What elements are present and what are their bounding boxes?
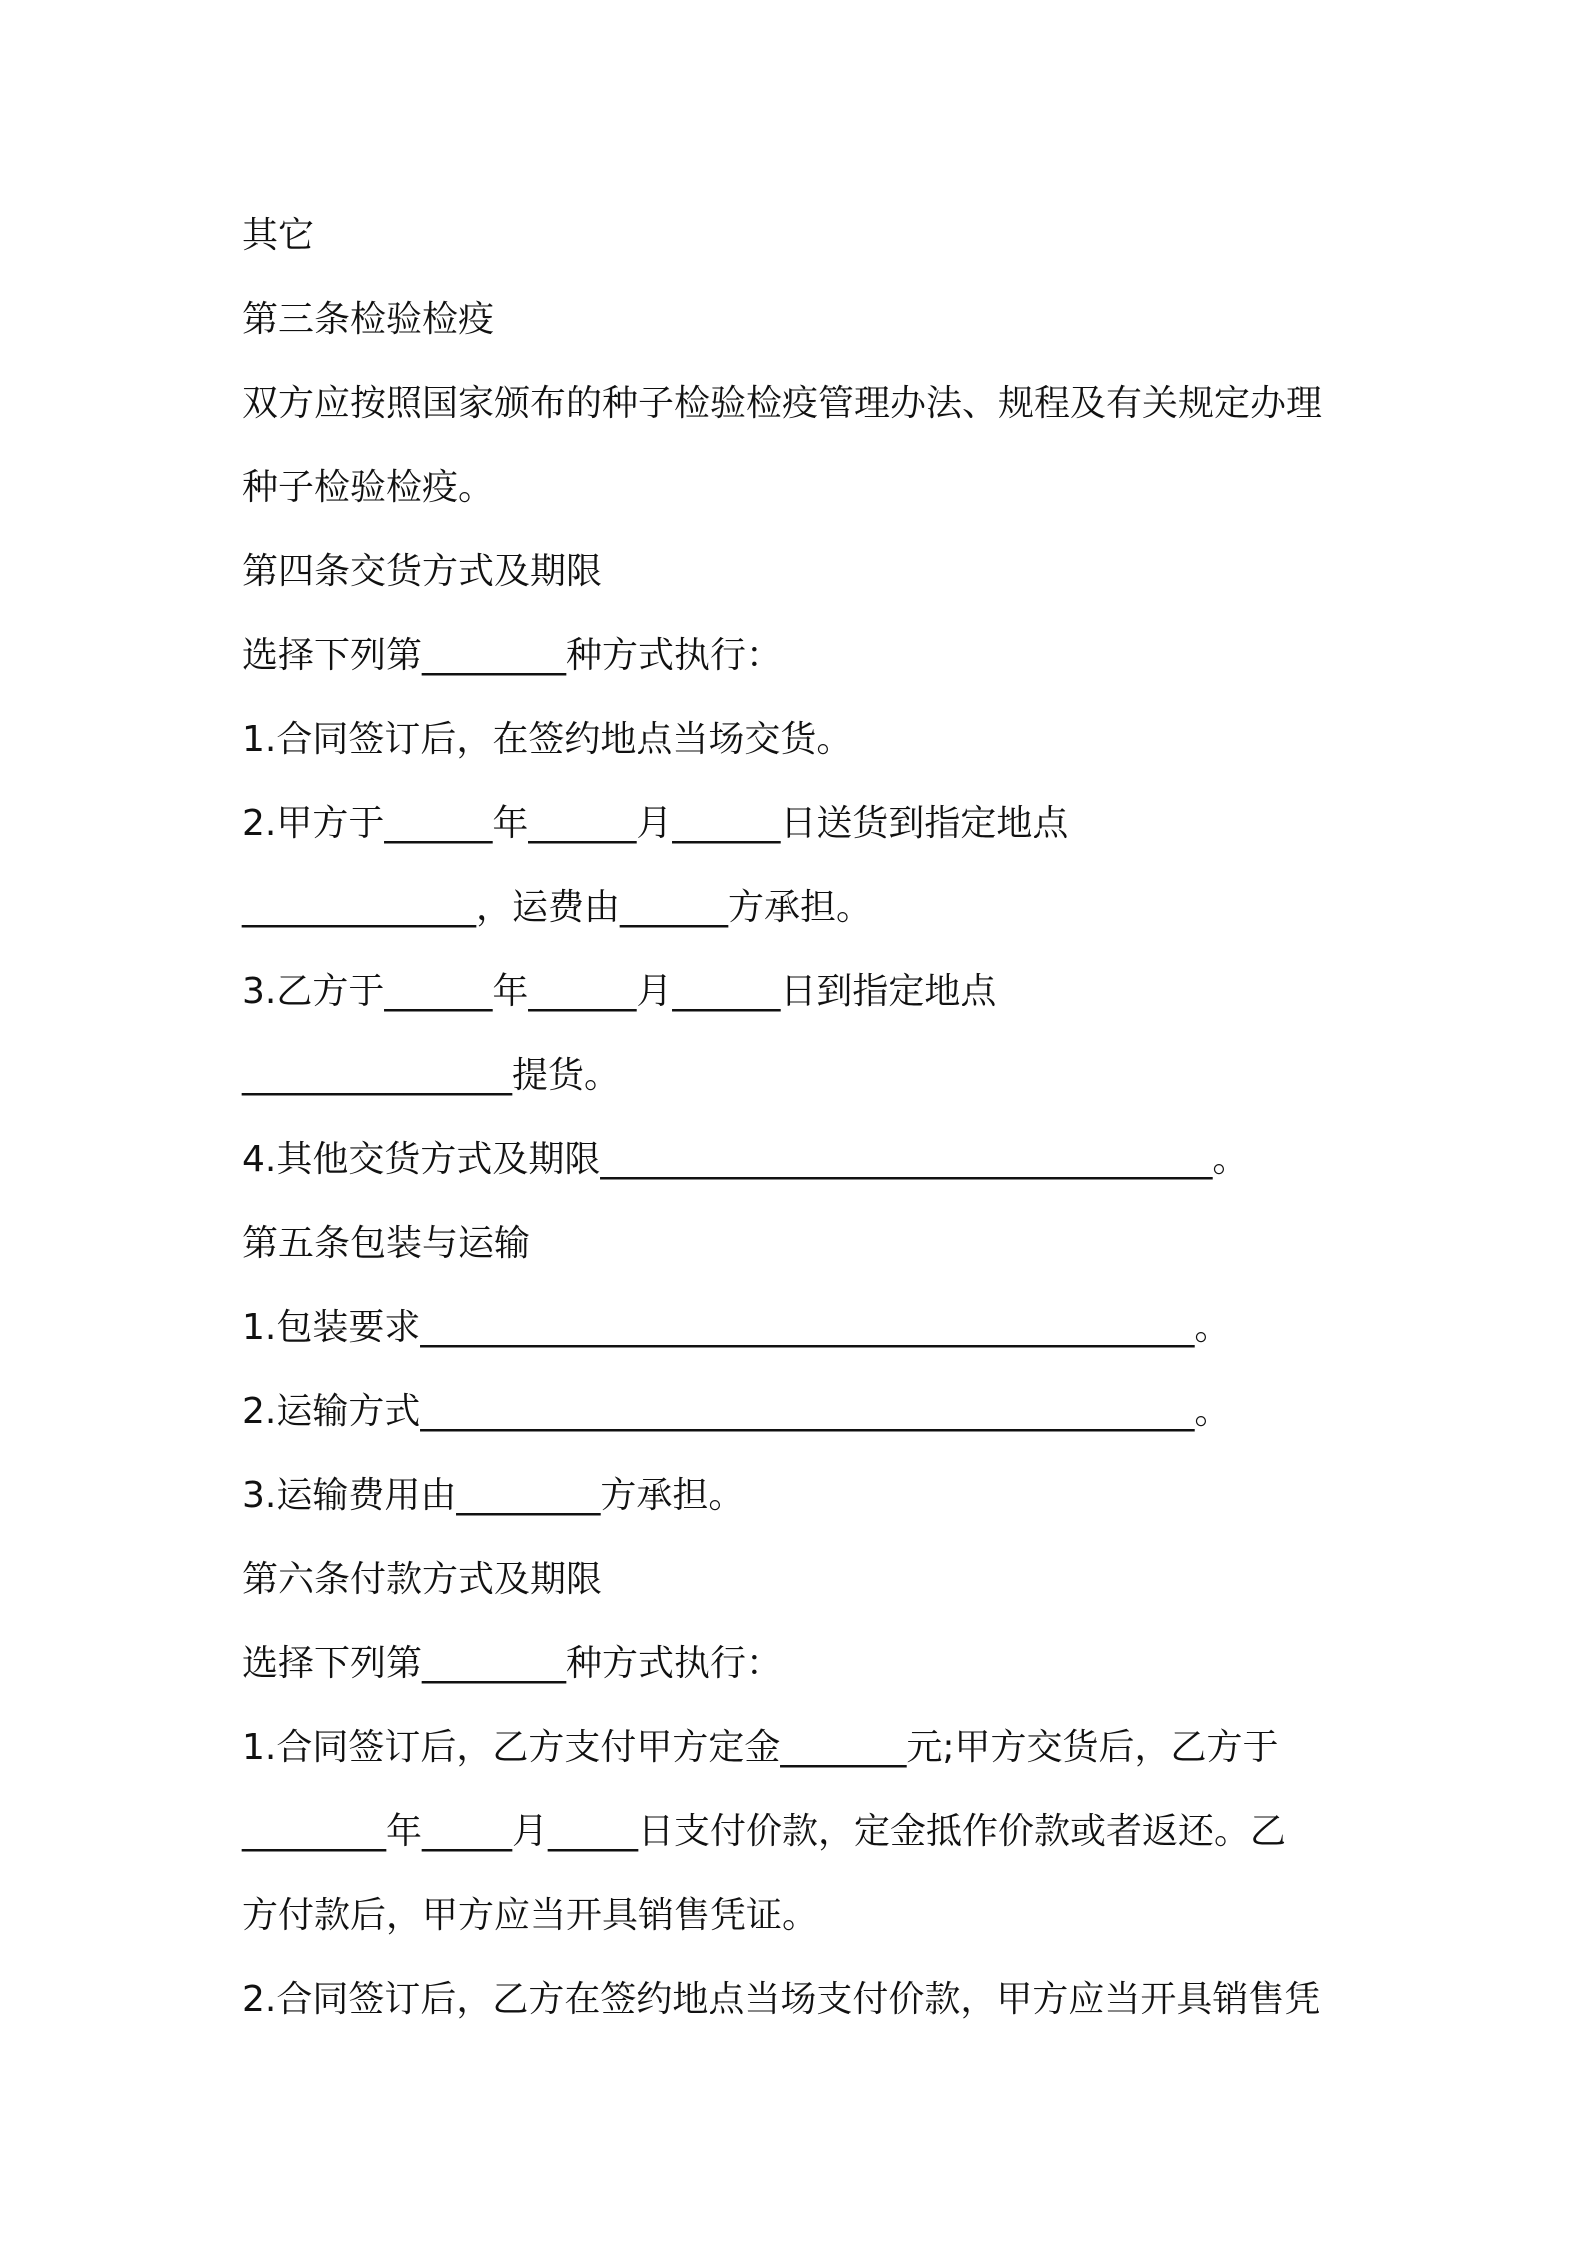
document-body — [242, 194, 1362, 2042]
text-line-transport-cost: 3.运输费用由________方承担。 — [242, 1475, 745, 1516]
text-line-payment-2a: 2.合同签订后，乙方在签约地点当场支付价款，甲方应当开具销售凭 — [242, 1979, 1321, 2020]
text-line-delivery-3a: 3.乙方于______年______月______日到指定地点 — [242, 971, 997, 1012]
text-line-inspection-1: 双方应按照国家颁布的种子检验检疫管理办法、规程及有关规定办理 — [242, 383, 1323, 424]
heading-article-6: 第六条付款方式及期限 — [242, 1559, 603, 1600]
heading-article-4: 第四条交货方式及期限 — [242, 551, 603, 592]
text-line-payment-1b: ________年_____月_____日支付价款，定金抵作价款或者返还。乙 — [242, 1811, 1287, 1852]
text-line-delivery-3b: _______________提货。 — [242, 1055, 621, 1096]
text-line-delivery-4: 4.其他交货方式及期限__________________________________。 — [242, 1139, 1249, 1180]
text-line-delivery-choice: 选择下列第________种方式执行： — [242, 635, 783, 676]
text-line-payment-1a: 1.合同签订后，乙方支付甲方定金_______元;甲方交货后，乙方于 — [242, 1727, 1279, 1768]
text-line-delivery-1: 1.合同签订后，在签约地点当场交货。 — [242, 719, 853, 760]
heading-article-3: 第三条检验检疫 — [242, 299, 495, 340]
text-line-payment-1c: 方付款后，甲方应当开具销售凭证。 — [242, 1895, 819, 1936]
text-line-other: 其它 — [242, 215, 315, 256]
text-line-delivery-2b: _____________，运费由______方承担。 — [242, 887, 873, 928]
text-line-inspection-2: 种子检验检疫。 — [242, 467, 495, 508]
text-line-payment-choice: 选择下列第________种方式执行： — [242, 1643, 783, 1684]
text-line-packaging: 1.包装要求___________________________________________。 — [242, 1307, 1231, 1348]
text-line-delivery-2a: 2.甲方于______年______月______日送货到指定地点 — [242, 803, 1069, 844]
text-line-transport: 2.运输方式___________________________________________。 — [242, 1391, 1231, 1432]
heading-article-5: 第五条包装与运输 — [242, 1223, 531, 1264]
